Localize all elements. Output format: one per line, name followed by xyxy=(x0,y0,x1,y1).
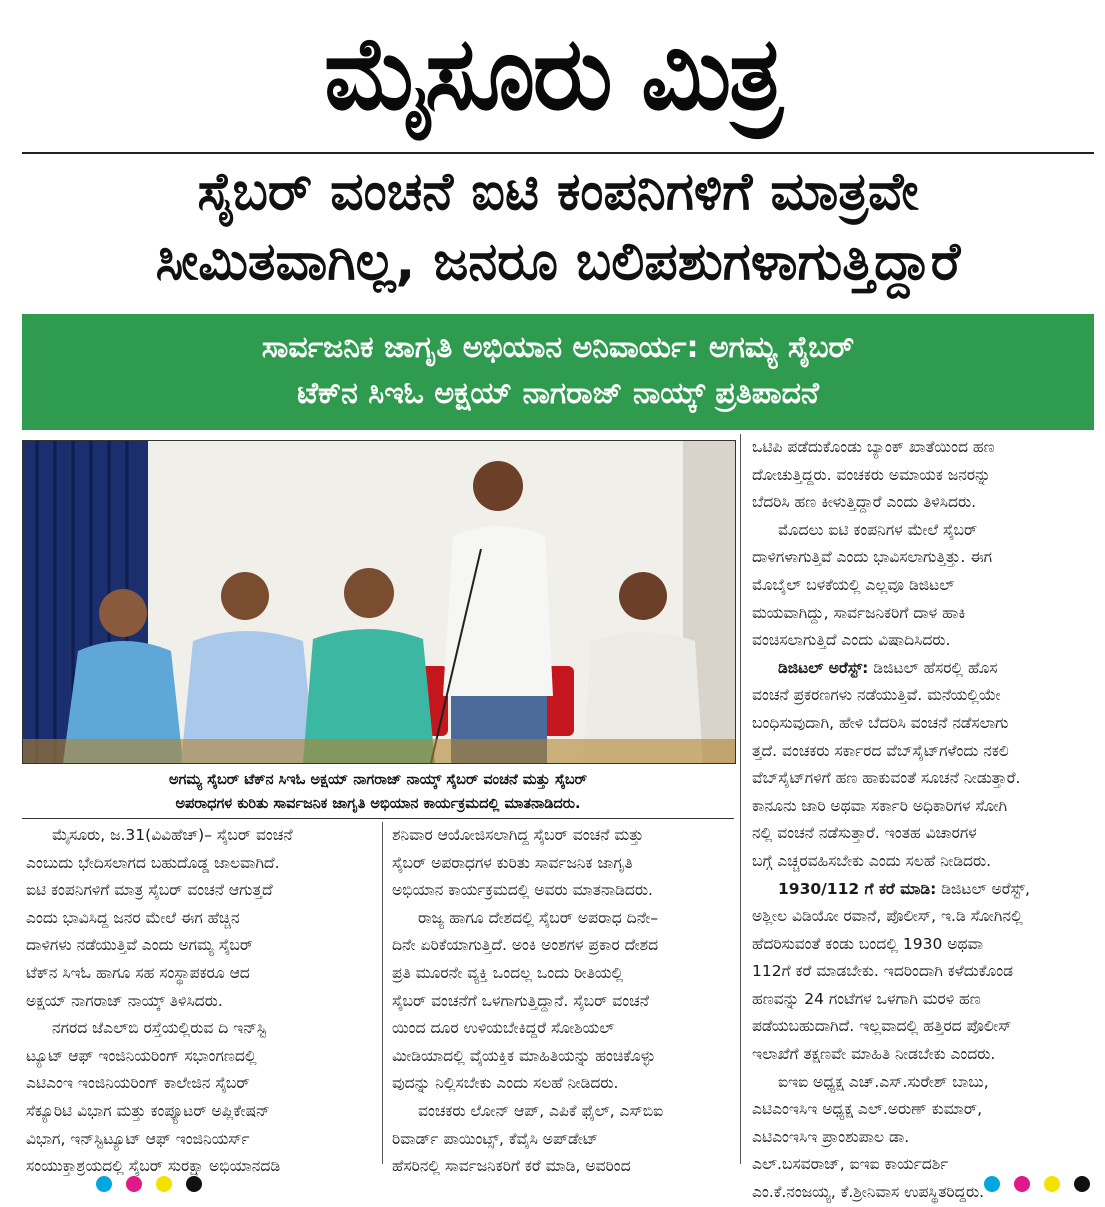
article-line: ಐಟಿ ಕಂಪನಿಗಳಿಗೆ ಮಾತ್ರ ಸೈಬರ್ ವಂಚನೆ ಆಗುತ್ತದೆ xyxy=(26,881,273,900)
article-line: ಮೊಬೈಲ್ ಬಳಕೆಯಲ್ಲಿ ಎಲ್ಲವೂ ಡಿಜಿಟಲ್ xyxy=(752,575,955,594)
article-line: ಮಯವಾಗಿದ್ದು, ಸಾರ್ವಜನಿಕರಿಗೆ ದಾಳ ಹಾಕಿ xyxy=(752,603,966,622)
headline-line-1: ಸೈಬರ್ ವಂಚನೆ ಐಟಿ ಕಂಪನಿಗಳಿಗೆ ಮಾತ್ರವೇ xyxy=(197,162,919,222)
article-line: ವೆಬ್‌ಸೈಟ್‌ಗಳಿಗೆ ಹಣ ಹಾಕುವಂತೆ ಸೂಚನೆ ನೀಡುತ್ತಾರೆ. xyxy=(752,769,1021,788)
article-line: ವಂಚನೆ ಪ್ರಕರಣಗಳು ನಡೆಯುತ್ತಿವೆ. ಮನೆಯಲ್ಲಿಯೇ xyxy=(752,686,1001,705)
article-line: 112ಗೆ ಕರೆ ಮಾಡಬೇಕು. ಇದರಿಂದಾಗಿ ಕಳೆದುಕೊಂಡ xyxy=(752,962,1013,981)
article-line: ಅಕ್ಷಯ್ ನಾಗರಾಜ್ ನಾಯ್ಕ್ ತಿಳಿಸಿದರು. xyxy=(26,991,223,1010)
registration-dot xyxy=(96,1176,112,1192)
article-line: ಅಭಿಯಾನ ಕಾರ್ಯಕ್ರಮದಲ್ಲಿ ಅವರು ಮಾತನಾಡಿದರು. xyxy=(392,881,653,900)
article-line: ವಂಚಿಸಲಾಗುತ್ತಿದೆ ಎಂದು ವಿಷಾದಿಸಿದರು. xyxy=(752,631,951,650)
article-line: ಟ್ಯೂಟ್ ಆಫ್ ಇಂಜಿನಿಯರಿಂಗ್ ಸಭಾಂಗಣದಲ್ಲಿ xyxy=(26,1046,257,1065)
column-divider xyxy=(740,434,741,1164)
event-photo-illustration xyxy=(23,441,735,763)
article-line: ಪ್ರತಿ ಮೂರನೇ ವ್ಯಕ್ತಿ ಒಂದಲ್ಲ ಒಂದು ರೀತಿಯಲ್ಲಿ xyxy=(392,963,624,982)
article-line: ಎಂಬುದು ಭೇದಿಸಲಾಗದ ಬಹುದೊಡ್ಡ ಜಾಲವಾಗಿದೆ. xyxy=(26,853,280,872)
article-line: ಕಾನೂನು ಜಾರಿ ಅಥವಾ ಸರ್ಕಾರಿ ಅಧಿಕಾರಿಗಳ ಸೋಗಿ xyxy=(752,796,1008,815)
article-line: ಎಂದು ಭಾವಿಸಿದ್ದ ಜನರ ಮೇಲೆ ಈಗ ಹೆಚ್ಚಿನ xyxy=(26,908,240,927)
article-line: ಎಟಿಎಂಇಸಿಇ ಪ್ರಾಂಶುಪಾಲ ಡಾ. xyxy=(752,1127,910,1146)
article-line: ವುದನ್ನು ನಿಲ್ಲಿಸಬೇಕು ಎಂದು ಸಲಹೆ ನೀಡಿದರು. xyxy=(392,1074,619,1093)
registration-dot xyxy=(984,1176,1000,1192)
article-line: ಮೈಸೂರು, ಜ.31(ವಿವಿಹೆಚ್)– ಸೈಬರ್ ವಂಚನೆ xyxy=(52,826,293,844)
article-line: ಮೊದಲು ಐಟಿ ಕಂಪನಿಗಳ ಮೇಲೆ ಸೈಬರ್ xyxy=(778,520,978,539)
article-line: ಎಟಿಎಂಇ ಇಂಜಿನಿಯರಿಂಗ್ ಕಾಲೇಜಿನ ಸೈಬರ್ xyxy=(26,1074,250,1093)
article-line: ವಿಭಾಗ, ಇನ್‌ಸ್ಟಿಟ್ಯೂಟ್ ಆಫ್ ಇಂಜಿನಿಯರ್ಸ್ xyxy=(26,1129,250,1148)
article-text: ಡಿಜಿಟಲ್ ಹೆಸರಲ್ಲಿ ಹೊಸ xyxy=(868,658,998,677)
registration-dot xyxy=(156,1176,172,1192)
registration-marks-left xyxy=(96,1176,216,1186)
registration-dot xyxy=(126,1176,142,1192)
registration-marks-right xyxy=(984,1176,1104,1186)
article-line xyxy=(752,876,1092,904)
masthead xyxy=(0,0,1105,148)
article-line: ಎಂ.ಕೆ.ನಂಜಯ್ಯ, ಕೆ.ಶ್ರೀನಿವಾಸ ಉಪಸ್ಥಿತರಿದ್ದರು. xyxy=(752,1183,985,1202)
article-line: ದಾಳಿಗಳಾಗುತ್ತಿವೆ ಎಂದು ಭಾವಿಸಲಾಗುತ್ತಿತ್ತು. ಈಗ xyxy=(752,548,993,567)
article-line: ಹೆದರಿಸುವಂತೆ ಕಂಡು ಬಂದಲ್ಲಿ 1930 ಅಥವಾ xyxy=(752,934,983,953)
article-line: ಬೆದರಿಸಿ ಹಣ ಕೀಳುತ್ತಿದ್ದಾರೆ ಎಂದು ತಿಳಿಸಿದರು. xyxy=(752,493,977,512)
article-column-2 xyxy=(392,822,734,1181)
article-line: ಐಇಐ ಅಧ್ಯಕ್ಷ ಎಚ್.ಎಸ್.ಸುರೇಶ್ ಬಾಬು, xyxy=(778,1072,989,1091)
article-line: ದಾಳಿಗಳು ನಡೆಯುತ್ತಿವೆ ಎಂದು ಅಗಮ್ಯ ಸೈಬರ್ xyxy=(26,936,254,955)
article-line: ಎಲ್.ಬಸವರಾಜ್, ಐಇಐ ಕಾರ್ಯದರ್ಶಿ xyxy=(752,1155,949,1174)
article-line: ಒಟಿಪಿ ಪಡೆದುಕೊಂಡು ಬ್ಯಾಂಕ್ ಖಾತೆಯಿಂದ ಹಣ xyxy=(752,438,995,456)
article-line: ಸೈಬರ್ ವಂಚನೆಗೆ ಒಳಗಾಗುತ್ತಿದ್ದಾನೆ. ಸೈಬರ್ ವಂಚನೆ xyxy=(392,991,649,1010)
article-text: ಡಿಜಿಟಲ್ ಅರೆಸ್ಟ್, xyxy=(936,879,1030,898)
column-divider xyxy=(382,822,383,1164)
article-line: ಯಿಂದ ದೂರ ಉಳಿಯಬೇಕಿದ್ದರೆ ಸೋಶಿಯಲ್ xyxy=(392,1019,615,1038)
article-line: ಹೆಸರಿನಲ್ಲಿ ಸಾರ್ವಜನಿಕರಿಗೆ ಕರೆ ಮಾಡಿ, ಅವರಿಂದ xyxy=(392,1157,631,1176)
registration-dot xyxy=(186,1176,202,1192)
article-line: ಇಲಾಖೆಗೆ ತಕ್ಷಣವೇ ಮಾಹಿತಿ ನೀಡಬೇಕು ಎಂದರು. xyxy=(752,1045,996,1064)
subsection-heading: 1930/112 ಗೆ ಕರೆ ಮಾಡಿ: xyxy=(778,879,937,898)
registration-dot xyxy=(1014,1176,1030,1192)
article-line: ಸೆಕ್ಯೂರಿಟಿ ವಿಭಾಗ ಮತ್ತು ಕಂಪ್ಯೂಟರ್ ಅಪ್ಲಿಕೇಷನ್ xyxy=(26,1101,270,1120)
article-line: ಬಗ್ಗೆ ಎಚ್ಚರವಹಿಸಬೇಕು ಎಂದು ಸಲಹೆ ನೀಡಿದರು. xyxy=(752,851,992,870)
subheadline-banner xyxy=(22,314,1094,430)
article-line: ಎಟಿಎಂಇಸಿಇ ಅಧ್ಯಕ್ಷ ಎಲ್.ಅರುಣ್ ಕುಮಾರ್, xyxy=(752,1100,983,1119)
article-line: ದಿನೇ ಏರಿಕೆಯಾಗುತ್ತಿದೆ. ಅಂಕಿ ಅಂಶಗಳ ಪ್ರಕಾರ ದೇಶದ xyxy=(392,936,659,955)
article-line: ರಿವಾರ್ಡ್ ಪಾಯಿಂಟ್ಸ್, ಕೆವೈಸಿ ಅಪ್‌ಡೇಟ್ xyxy=(392,1129,599,1148)
article-line: ಮೀಡಿಯಾದಲ್ಲಿ ವೈಯಕ್ತಿಕ ಮಾಹಿತಿಯನ್ನು ಹಂಚಿಕೊಳ್ಳು xyxy=(392,1046,656,1065)
article-column-1 xyxy=(26,822,374,1181)
article-line: ತ್ತದೆ. ವಂಚಕರು ಸರ್ಕಾರದ ವೆಬ್‌ಸೈಟ್‌ಗಳೆಂದು ನಕಲಿ xyxy=(752,741,1009,760)
photo-caption-line-2: ಅಪರಾಧಗಳ ಕುರಿತು ಸಾರ್ವಜನಿಕ ಜಾಗೃತಿ ಅಭಿಯಾನ ಕಾರ್ಯಕ್ರಮದಲ್ಲಿ ಮಾತನಾಡಿದರು. xyxy=(175,796,581,812)
photo-caption xyxy=(22,766,734,819)
registration-dot xyxy=(1044,1176,1060,1192)
article-line: ಪಡೆಯಬಹುದಾಗಿದೆ. ಇಲ್ಲವಾದಲ್ಲಿ ಹತ್ತಿರದ ಪೊಲೀಸ್ xyxy=(752,1017,1012,1036)
newspaper-title: ಮೈಸೂರು ಮಿತ್ರ xyxy=(324,14,781,134)
article-line: ಸಂಯುಕ್ತಾಶ್ರಯದಲ್ಲಿ ಸೈಬರ್ ಸುರಕ್ಷಾ ಅಭಿಯಾನದಡಿ xyxy=(26,1157,281,1176)
article-line: ಬಂಧಿಸುವುದಾಗಿ, ಹೇಳಿ ಬೆದರಿಸಿ ವಂಚನೆ ನಡೆಸಲಾಗು xyxy=(752,713,1009,732)
photo-caption-line-1: ಅಗಮ್ಯ ಸೈಬರ್ ಟೆಕ್‌ನ ಸಿಇಓ ಅಕ್ಷಯ್ ನಾಗರಾಜ್ ನಾಯ್ಕ್ ಸೈಬರ್ ವಂಚನೆ ಮತ್ತು ಸೈಬರ್ xyxy=(168,772,588,788)
article-line: ಟೆಕ್‌ನ ಸಿಇಓ ಹಾಗೂ ಸಹ ಸಂಸ್ಥಾಪಕರೂ ಆದ xyxy=(26,963,250,982)
headline-line-2: ಸೀಮಿತವಾಗಿಲ್ಲ, ಜನರೂ ಬಲಿಪಶುಗಳಾಗುತ್ತಿದ್ದಾರೆ xyxy=(155,232,961,292)
article-line: ವಂಚಕರು ಲೋನ್ ಆಪ್, ಎಪಿಕೆ ಫೈಲ್, ಎಸ್‌ಬಿಐ xyxy=(418,1101,664,1120)
masthead-divider xyxy=(22,152,1094,154)
article-line: ರಾಜ್ಯ ಹಾಗೂ ದೇಶದಲ್ಲಿ ಸೈಬರ್ ಅಪರಾಧ ದಿನೇ– xyxy=(418,908,659,927)
subsection-heading: ಡಿಜಿಟಲ್ ಅರೆಸ್ಟ್: xyxy=(778,658,869,677)
subheadline-line-1: ಸಾರ್ವಜನಿಕ ಜಾಗೃತಿ ಅಭಿಯಾನ ಅನಿವಾರ್ಯ: ಅಗಮ್ಯ ಸೈಬರ್ xyxy=(261,330,855,365)
article-line: ನಲ್ಲಿ ವಂಚನೆ ನಡೆಸುತ್ತಾರೆ. ಇಂತಹ ವಿಚಾರಗಳ xyxy=(752,824,977,843)
article-line: ಸೈಬರ್ ಅಪರಾಧಗಳ ಕುರಿತು ಸಾರ್ವಜನಿಕ ಜಾಗೃತಿ xyxy=(392,853,633,872)
article-line xyxy=(752,655,1092,683)
article-line: ಹಣವನ್ನು 24 ಗಂಟೆಗಳ ಒಳಗಾಗಿ ಮರಳಿ ಹಣ xyxy=(752,989,981,1008)
subheadline-line-2: ಟೆಕ್‌ನ ಸಿಇಓ ಅಕ್ಷಯ್ ನಾಗರಾಜ್ ನಾಯ್ಕ್ ಪ್ರತಿಪಾದನೆ xyxy=(297,376,819,411)
article-line: ಅಶ್ಲೀಲ ವಿಡಿಯೋ ರವಾನೆ, ಪೊಲೀಸ್, ಇ.ಡಿ ಸೋಗಿನಲ್ಲಿ xyxy=(752,907,1023,926)
registration-dot xyxy=(1074,1176,1090,1192)
article-line: ಶನಿವಾರ ಆಯೋಜಿಸಲಾಗಿದ್ದ ಸೈಬರ್ ವಂಚನೆ ಮತ್ತು xyxy=(392,826,644,844)
article-line: ದೋಚುತ್ತಿದ್ದರು. ವಂಚಕರು ಅಮಾಯಕ ಜನರನ್ನು xyxy=(752,465,991,484)
news-photo xyxy=(22,440,736,764)
article-line: ನಗರದ ಜೆಎಲ್‌ಬಿ ರಸ್ತೆಯಲ್ಲಿರುವ ದಿ ಇನ್‌ಸ್ಟಿ xyxy=(52,1019,267,1038)
article-column-right xyxy=(752,434,1092,1207)
